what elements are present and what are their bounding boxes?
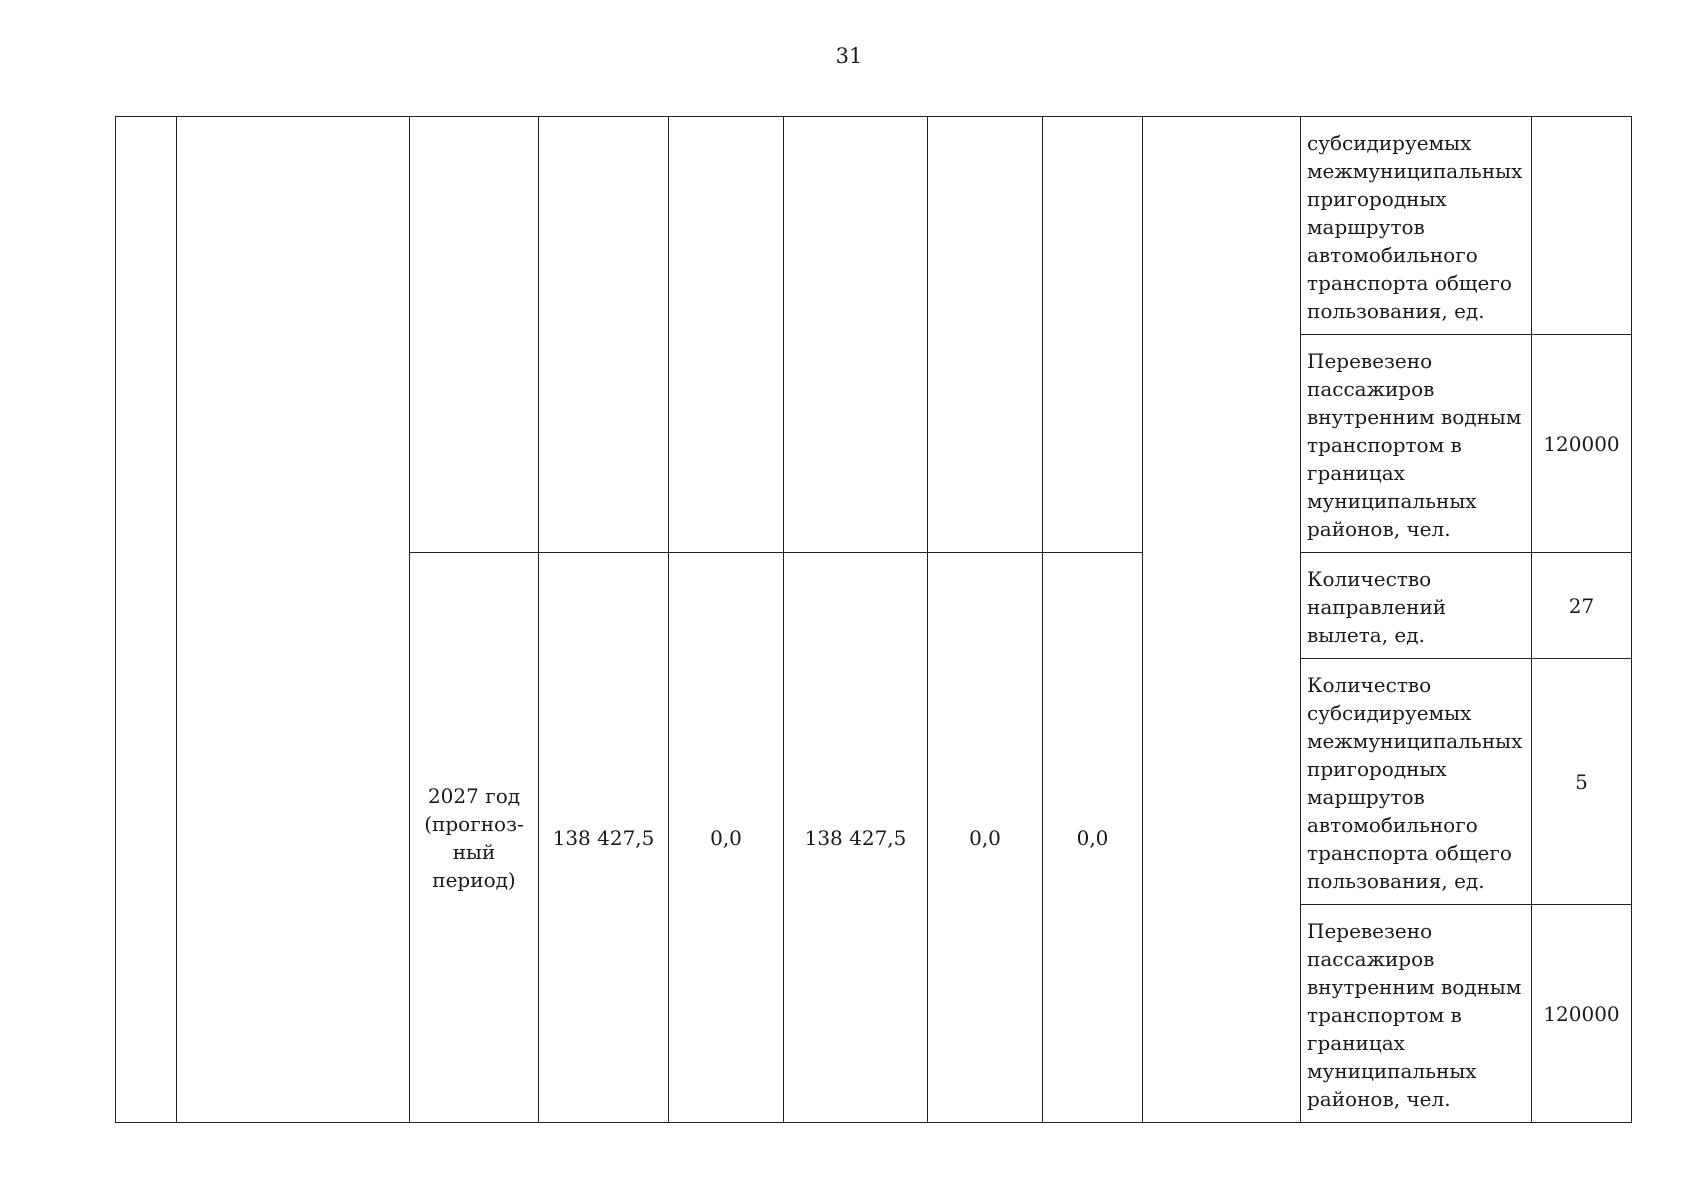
cell-regional-budget [784,117,928,553]
cell-other-sources: 0,0 [1043,553,1143,1123]
cell-federal-budget: 0,0 [669,553,784,1123]
cell-period [410,117,539,553]
indicator-value: 5 [1532,659,1632,905]
cell-other-sources [1043,117,1143,553]
indicator-name: Количество направлений вылета, ед. [1301,553,1532,659]
cell-responsible [1143,117,1301,1123]
indicator-name: Перевезено пассажиров внутренним водным транспортом в границах муниципальных районов, чел. [1301,905,1532,1123]
indicator-name: субсидируемых межмуниципальных пригородных маршрутов автомобильного транспорта общего пользования, ед. [1301,117,1532,335]
cell-total: 138 427,5 [539,553,669,1123]
indicator-value [1532,117,1632,335]
cell-period [410,553,539,1123]
indicator-value: 120000 [1532,335,1632,553]
cell-event-name [177,117,410,1123]
page-number: 31 [835,44,863,68]
indicator-value: 120000 [1532,905,1632,1123]
indicator-value: 27 [1532,553,1632,659]
cell-local-budget: 0,0 [928,553,1043,1123]
cell-local-budget [928,117,1043,553]
program-financing-table [115,116,1632,1123]
cell-federal-budget [669,117,784,553]
period-label: 2027 год (прогноз-ный период) [424,783,524,892]
indicator-name: Перевезено пассажиров внутренним водным транспортом в границах муниципальных районов, чел. [1301,335,1532,553]
cell-regional-budget: 138 427,5 [784,553,928,1123]
cell-number [116,117,177,1123]
cell-total [539,117,669,553]
table-row [116,117,1632,335]
indicator-name: Количество субсидируемых межмуниципальных пригородных маршрутов автомобильного транспорта общего пользования, ед. [1301,659,1532,905]
